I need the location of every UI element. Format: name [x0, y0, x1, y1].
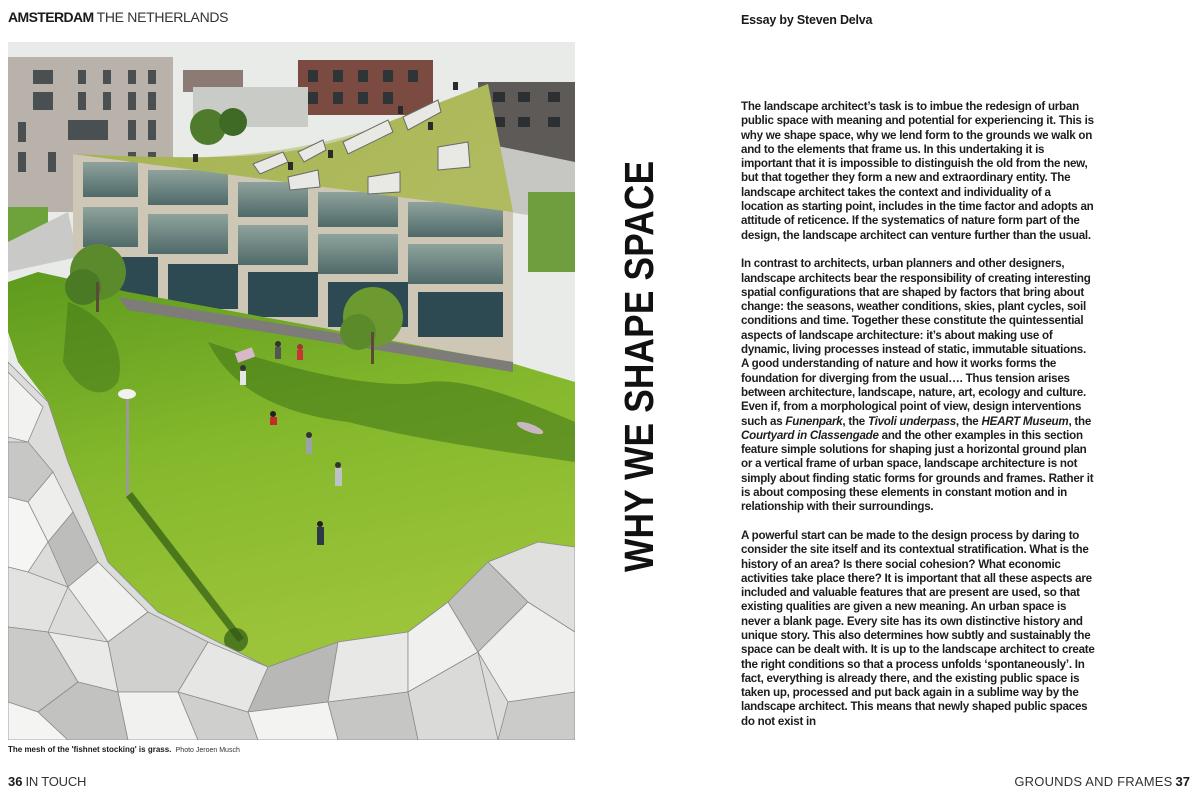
italic-project-name: Tivoli underpass	[867, 414, 956, 428]
text-segment: , the	[955, 414, 982, 428]
essay-paragraph	[741, 529, 1096, 729]
section-name-right: GROUNDS AND FRAMES	[1014, 774, 1173, 789]
caption-text: The mesh of the 'fishnet stocking' is grass.	[8, 745, 172, 754]
essay-body	[741, 100, 1096, 743]
page-number-right: 37	[1175, 774, 1190, 789]
running-head-country: THE NETHERLANDS	[96, 9, 229, 25]
italic-project-name: Funenpark	[785, 414, 843, 428]
photo-caption	[8, 745, 240, 754]
vertical-title	[614, 94, 664, 572]
text-segment: and the other examples in this section feature simple solutions for shaping just a horizontal ground plan or a vertical frame of urban space, landscape architecture is not simply about finding static forms for grounds and frames. Rather it is about composing these elements in constant motion and in relationship with their surroundings.	[741, 428, 1094, 514]
folio-left	[8, 774, 86, 789]
photo-credit: Photo Jeroen Musch	[175, 747, 240, 754]
text-segment: , the	[842, 414, 868, 428]
page-number-left: 36	[8, 774, 23, 789]
feature-photo	[8, 42, 575, 740]
running-head-city: AMSTERDAM	[8, 9, 94, 25]
text-segment: A powerful start can be made to the design process by daring to consider the site itself and its contextual stratification. What is the history of an area? Is there social cohesion? What economic activities take place there? It is important that all these aspects are included and valuable features that are present are used, so that existing qualities are given a new meaning. An urban space is never a blank page. Every site has its own distinctive history and unique story. This also determines how subtly and sustainably the space can be dealt with. It is up to the landscape architect to create the right conditions so that a process unfolds ‘spontaneously’. In fact, everything is already there, and the existing public space is taken up, processed and put back again in a sublime way by the landscape architect. This means that newly shaped public spaces do not exist in	[741, 528, 1095, 728]
running-head-left	[8, 9, 228, 25]
text-segment: , the	[1068, 414, 1092, 428]
byline: Essay by Steven Delva	[741, 13, 873, 27]
text-segment: In contrast to architects, urban planners and other designers, landscape architects bear the responsibility of creating interesting spatial configurations that are shaped by factors that bring about change: the seasons, weather conditions, skies, plant cycles, soil conditions and time. Together these constitute the quintessential aspects of landscape architecture: it’s about making use of dynamic, living processes instead of static, immutable situations. A good understanding of nature and how it works forms the foundation for diverging from the usual…. Thus tension arises between architecture, landscape, nature, art, ecology and culture. Even if, from a morphological point of view, design interventions such as	[741, 257, 1091, 428]
italic-project-name: Courtyard in Classengade	[741, 428, 879, 442]
essay-paragraph	[741, 100, 1096, 243]
folio-right	[1014, 774, 1190, 789]
italic-project-name: HEART Museum	[981, 414, 1069, 428]
essay-title: WHY WE SHAPE SPACE	[616, 160, 662, 572]
essay-paragraph	[741, 257, 1096, 514]
text-segment: The landscape architect’s task is to imbue the redesign of urban public space with meaning and potential for experiencing it. This is why we shape space, why we lend form to the grounds we walk on and to the elements that frame us. In this undertaking it is important that it is impossible to distinguish the old from the new, but that together they form a new and extraordinary entity. The landscape architect takes the context and individuality of a location as starting point, includes in the time factor and adopts an attitude of reticence. If the systematics of nature form part of the design, the landscape architect can venture further than the usual.	[741, 100, 1094, 242]
section-name-left: IN TOUCH	[25, 774, 87, 789]
